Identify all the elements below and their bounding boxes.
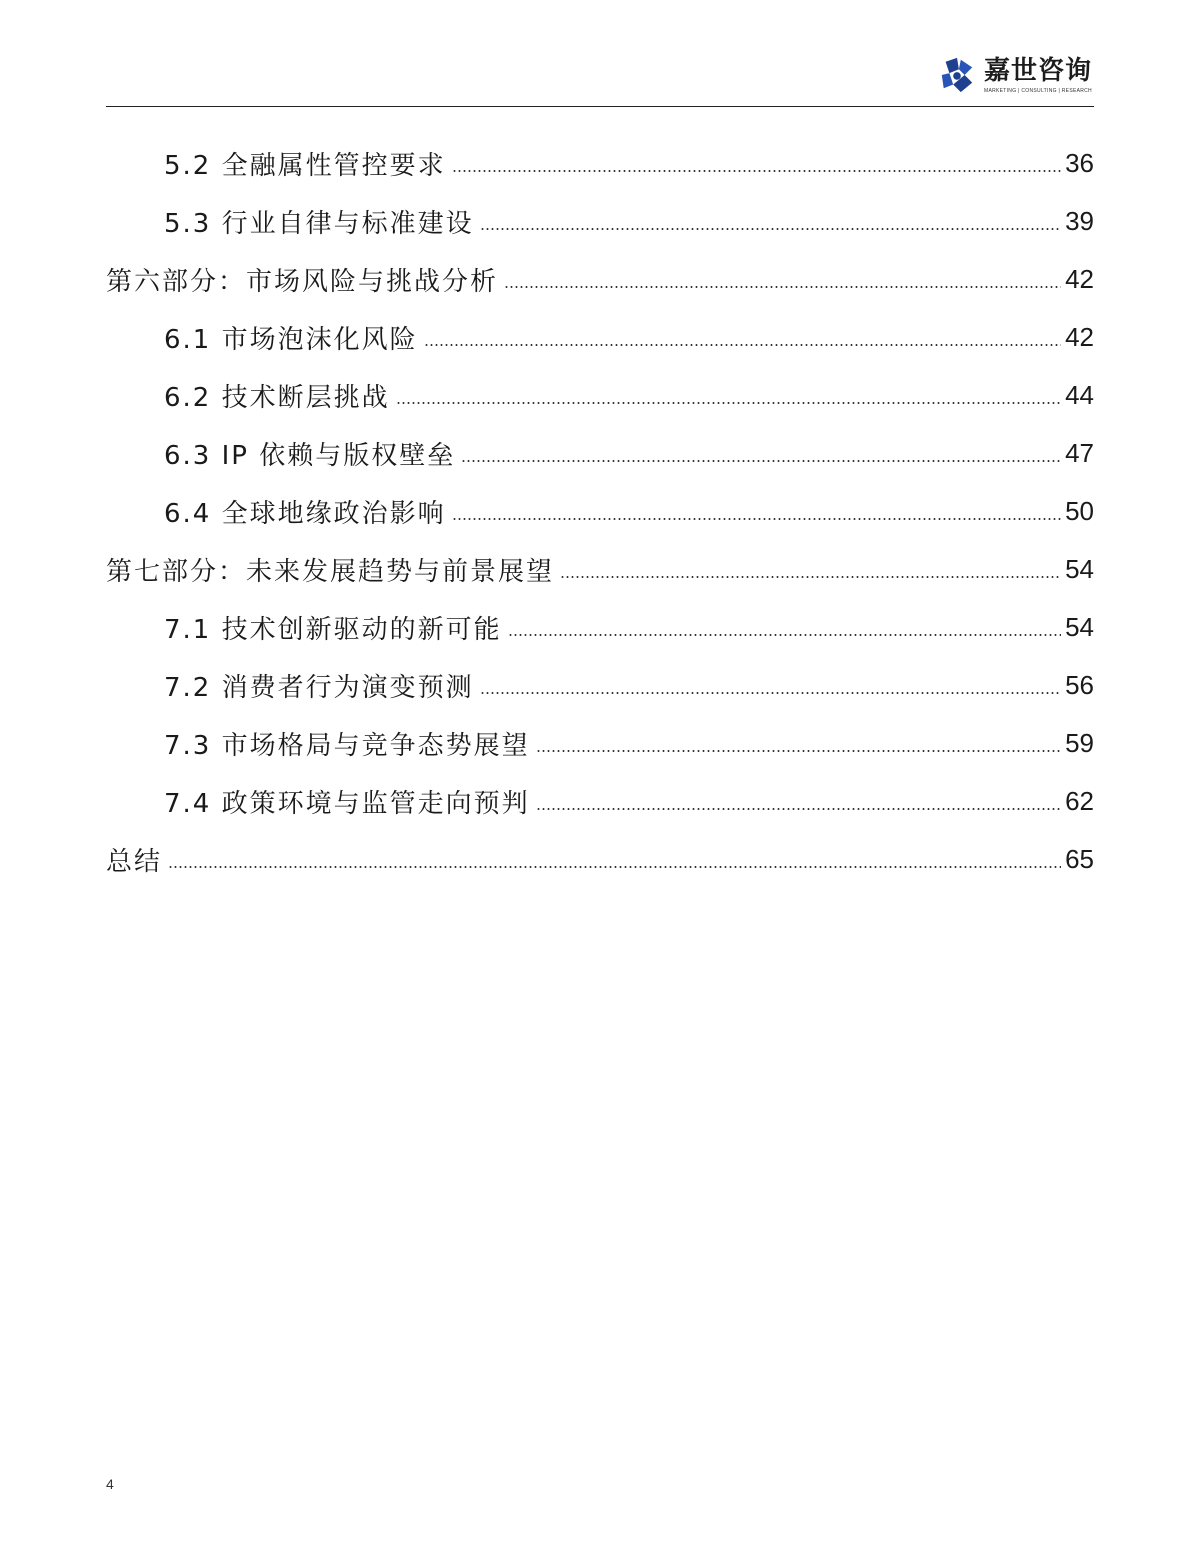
toc-entry-title: 总结 — [106, 846, 163, 877]
toc-dot-leader — [504, 286, 1061, 288]
logo-name: 嘉世咨询 — [983, 56, 1092, 86]
toc-entry-page: 54 — [1065, 611, 1094, 642]
toc-entry-5-2[interactable] — [106, 134, 1094, 192]
toc-dot-leader — [461, 460, 1061, 462]
toc-entry-title: 6.1 市场泡沫化风险 — [164, 324, 418, 355]
toc-entry-page: 39 — [1065, 205, 1094, 236]
toc-entry-7-3[interactable] — [106, 714, 1094, 772]
toc-dot-leader — [480, 692, 1061, 694]
toc-dot-leader — [480, 228, 1061, 230]
toc-entry-page: 56 — [1065, 669, 1094, 700]
toc-entry-page: 42 — [1065, 321, 1094, 352]
toc-dot-leader — [452, 170, 1061, 172]
toc-entry-page: 44 — [1065, 379, 1094, 410]
toc-entry-title: 7.1 技术创新驱动的新可能 — [164, 614, 502, 645]
table-of-contents — [106, 134, 1094, 888]
toc-entry-7-1[interactable] — [106, 598, 1094, 656]
toc-entry-page: 36 — [1065, 147, 1094, 178]
toc-entry-title: 6.3 IP 依赖与版权壁垒 — [164, 440, 456, 471]
toc-dot-leader — [168, 866, 1061, 868]
jiashi-logo-icon — [938, 56, 976, 94]
toc-dot-leader — [452, 518, 1061, 520]
logo-tagline: MARKETING | CONSULTING | RESEARCH — [983, 88, 1092, 94]
toc-entry-title: 6.2 技术断层挑战 — [164, 382, 390, 413]
toc-entry-page: 47 — [1065, 437, 1094, 468]
toc-entry-summary[interactable] — [106, 830, 1094, 888]
toc-entry-page: 59 — [1065, 727, 1094, 758]
toc-dot-leader — [424, 344, 1061, 346]
toc-entry-title: 7.3 市场格局与竞争态势展望 — [164, 730, 530, 761]
toc-dot-leader — [396, 402, 1061, 404]
toc-entry-page: 42 — [1065, 263, 1094, 294]
toc-dot-leader — [536, 808, 1061, 810]
toc-entry-title: 6.4 全球地缘政治影响 — [164, 498, 446, 529]
toc-entry-7-2[interactable] — [106, 656, 1094, 714]
toc-entry-title: 第七部分：未来发展趋势与前景展望 — [106, 556, 555, 587]
toc-dot-leader — [560, 576, 1061, 578]
toc-entry-page: 50 — [1065, 495, 1094, 526]
toc-entry-6-4[interactable] — [106, 482, 1094, 540]
toc-entry-page: 65 — [1065, 843, 1094, 874]
toc-entry-title: 7.4 政策环境与监管走向预判 — [164, 788, 530, 819]
page-number: 4 — [106, 1476, 114, 1492]
brand-logo — [938, 52, 1092, 98]
toc-entry-7-4[interactable] — [106, 772, 1094, 830]
toc-entry-title: 5.3 行业自律与标准建设 — [164, 208, 474, 239]
toc-entry-page: 62 — [1065, 785, 1094, 816]
toc-dot-leader — [536, 750, 1061, 752]
toc-entry-part-6[interactable] — [106, 250, 1094, 308]
toc-entry-page: 54 — [1065, 553, 1094, 584]
toc-entry-title: 5.2 全融属性管控要求 — [164, 150, 446, 181]
toc-entry-part-7[interactable] — [106, 540, 1094, 598]
page-header — [106, 48, 1094, 107]
toc-entry-6-2[interactable] — [106, 366, 1094, 424]
toc-entry-5-3[interactable] — [106, 192, 1094, 250]
toc-entry-6-1[interactable] — [106, 308, 1094, 366]
toc-dot-leader — [508, 634, 1061, 636]
toc-entry-title: 第六部分：市场风险与挑战分析 — [106, 266, 499, 297]
toc-entry-title: 7.2 消费者行为演变预测 — [164, 672, 474, 703]
toc-entry-6-3[interactable] — [106, 424, 1094, 482]
